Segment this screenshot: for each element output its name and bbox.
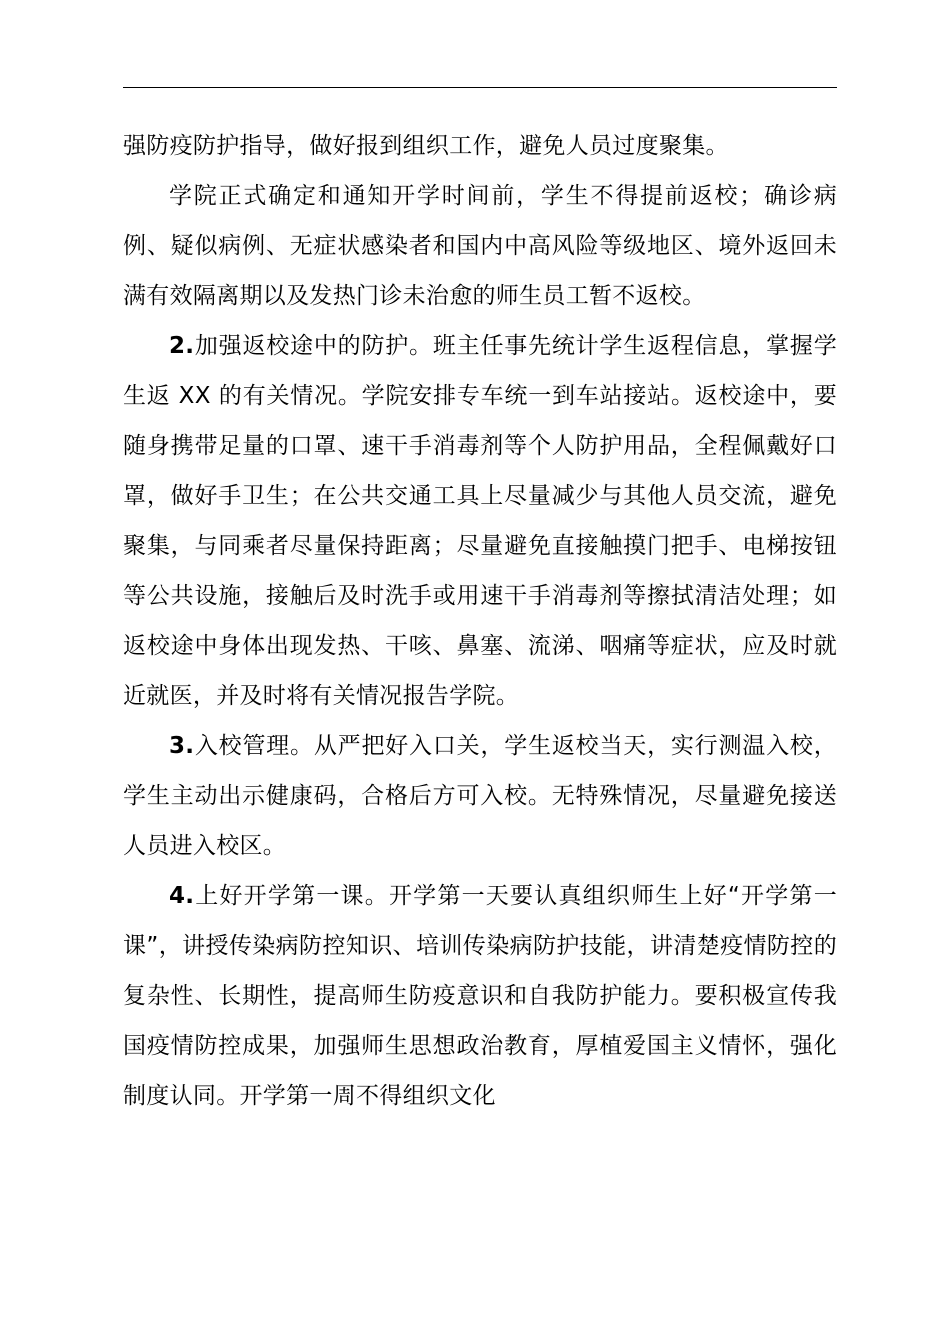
paragraph-text: 入校管理。从严把好入口关，学生返校当天，实行测温入校，学生主动出示健康码，合格后方可入校。无特殊情况，尽量避免接送人员进入校区。	[123, 733, 837, 859]
paragraph-continued	[123, 121, 837, 171]
paragraph-text: 上好开学第一课。开学第一天要认真组织师生上好“开学第一课”，讲授传染病防控知识、培训传染病防护技能，讲清楚疫情防控的复杂性、长期性，提高师生防疫意识和自我防护能力。要积极宣传我国疫情防控成果，加强师生思想政治教育，厚植爱国主义情怀，强化制度认同。开学第一周不得组织文化	[123, 883, 837, 1109]
paragraph-text: 加强返校途中的防护。班主任事先统计学生返程信息，掌握学生返 XX 的有关情况。学院安排专车统一到车站接站。返校途中，要随身携带足量的口罩、速干手消毒剂等个人防护用品，全程佩戴好口罩，做好手卫生；在公共交通工具上尽量减少与其他人员交流，避免聚集，与同乘者尽量保持距离；尽量避免直接触摸门把手、电梯按钮等公共设施，接触后及时洗手或用速干手消毒剂等擦拭清洁处理；如返校途中身体出现发热、干咳、鼻塞、流涕、咽痛等症状，应及时就近就医，并及时将有关情况报告学院。	[123, 333, 837, 709]
paragraph-number: 2.	[169, 333, 195, 359]
paragraph-item-2	[123, 321, 837, 721]
document-body	[123, 121, 837, 1121]
paragraph-number: 4.	[169, 883, 195, 909]
paragraph-item-4	[123, 871, 837, 1121]
paragraph-return-restriction	[123, 171, 837, 321]
paragraph-number: 3.	[169, 733, 195, 759]
paragraph-text: 强防疫防护指导，做好报到组织工作，避免人员过度聚集。	[123, 133, 729, 159]
paragraph-item-3	[123, 721, 837, 871]
header-rule	[123, 87, 837, 88]
paragraph-text: 学院正式确定和通知开学时间前，学生不得提前返校；确诊病例、疑似病例、无症状感染者和国内中高风险等级地区、境外返回未满有效隔离期以及发热门诊未治愈的师生员工暂不返校。	[123, 183, 837, 309]
